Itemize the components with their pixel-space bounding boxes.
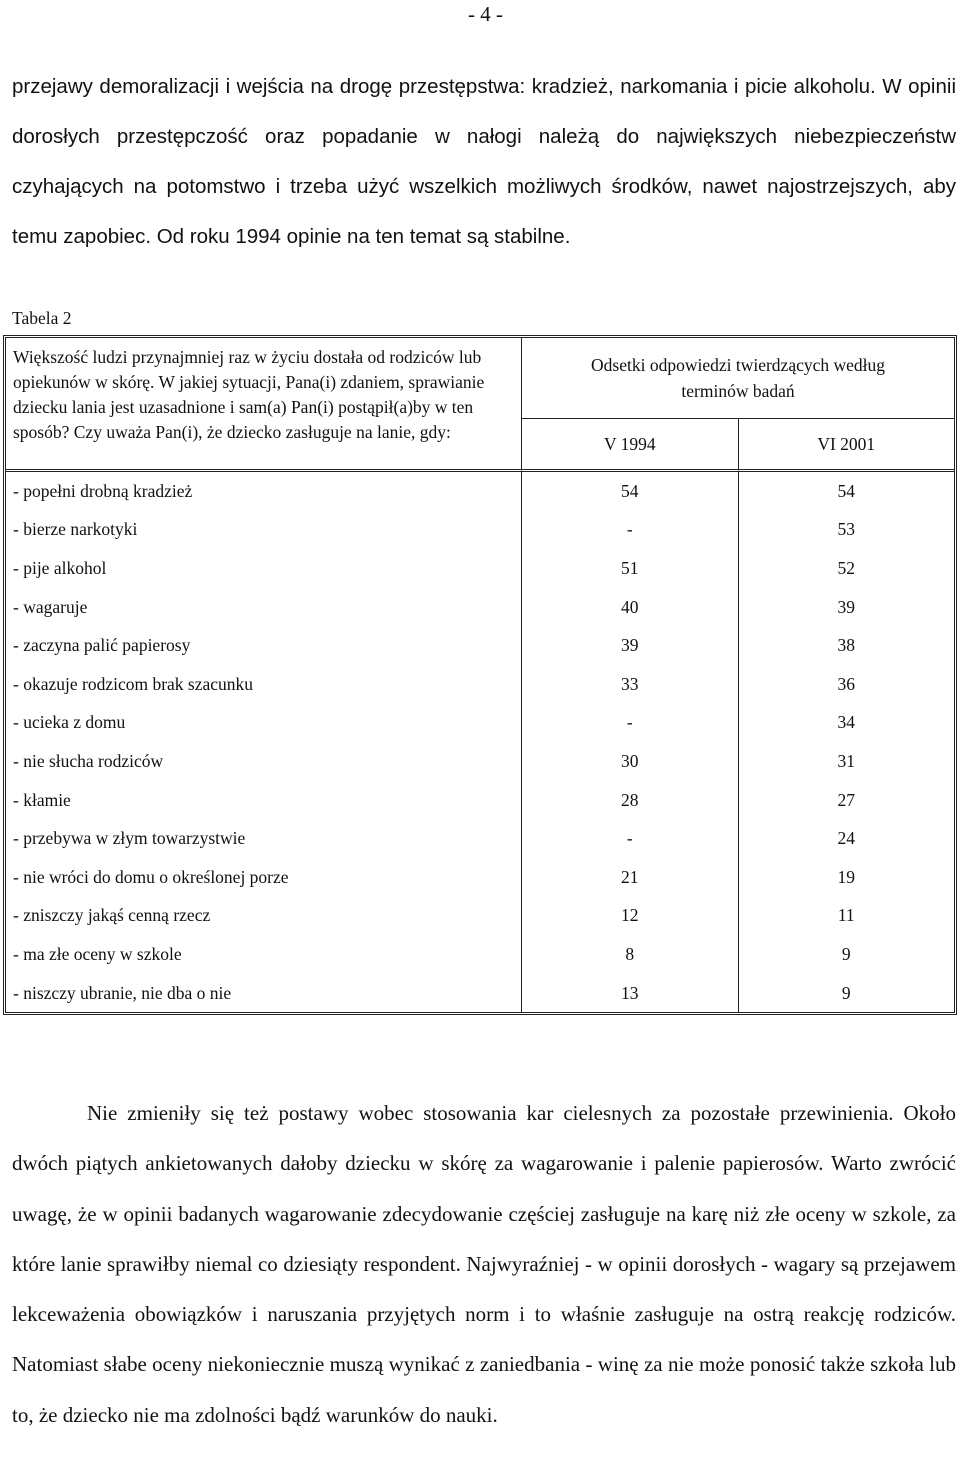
value-2001: 19 — [837, 866, 856, 887]
question-header: Większość ludzi przynajmniej raz w życiu dostała od rodziców lub opiekunów w skórę. W jakiej sytuacji, Pana(i) zdaniem, sprawianie dziecku lania jest uzasadnione i sam(a) Pan(i) postąpił(a)by w ten sposób? Czy uważa Pan(i), że dziecko zasługuje na lanie, gdy: — [6, 338, 522, 472]
value-2001: 54 — [837, 480, 856, 501]
table-row — [6, 549, 954, 588]
value-1994: 12 — [522, 897, 738, 936]
value-2001: 39 — [837, 596, 856, 617]
row-label: - bierze narkotyki — [6, 511, 522, 550]
value-1994: 51 — [522, 549, 738, 588]
row-label: - kłamie — [6, 781, 522, 820]
value-2001: 9 — [841, 982, 851, 1003]
page-number: - 4 - — [468, 2, 503, 26]
value-1994: 21 — [522, 858, 738, 897]
survey-table — [3, 335, 957, 1015]
table-body — [6, 472, 954, 1012]
table-row — [6, 858, 954, 897]
table-row — [6, 935, 954, 974]
row-label: - ucieka z domu — [6, 704, 522, 743]
column-header-2001: VI 2001 — [739, 419, 954, 472]
row-label: - wagaruje — [6, 588, 522, 627]
value-1994: 8 — [522, 935, 738, 974]
row-label: - niszczy ubranie, nie dba o nie — [6, 974, 522, 1013]
value-1994: 33 — [522, 665, 738, 704]
table-header — [6, 338, 954, 472]
value-1994: 40 — [522, 588, 738, 627]
table-row — [6, 742, 954, 781]
value-1994: 13 — [522, 974, 738, 1013]
table-row — [6, 511, 954, 550]
table-row — [6, 626, 954, 665]
value-2001: 9 — [841, 943, 851, 964]
row-label: - nie wróci do domu o określonej porze — [6, 858, 522, 897]
value-2001: 53 — [837, 519, 856, 540]
value-2001: 27 — [837, 789, 856, 810]
value-1994: 39 — [522, 626, 738, 665]
value-1994: 54 — [522, 472, 738, 511]
value-2001: 11 — [837, 905, 855, 926]
table-row — [6, 781, 954, 820]
row-label: - zniszczy jakąś cenną rzecz — [6, 897, 522, 936]
table-row — [6, 974, 954, 1013]
table-row — [6, 704, 954, 743]
table-row — [6, 897, 954, 936]
value-1994: - — [522, 819, 738, 858]
table-row — [6, 665, 954, 704]
row-label: - zaczyna palić papierosy — [6, 626, 522, 665]
row-label: - okazuje rodzicom brak szacunku — [6, 665, 522, 704]
table-row — [6, 588, 954, 627]
value-2001: 24 — [837, 828, 856, 849]
value-1994: 30 — [522, 742, 738, 781]
value-2001: 52 — [837, 557, 856, 578]
value-1994: 28 — [522, 781, 738, 820]
paragraph-intro: przejawy demoralizacji i wejścia na drogę przestępstwa: kradzież, narkomania i picie alkoholu. W opinii dorosłych przestępczość oraz popadanie w nałogi należą do największych niebezpieczeństw czyhających na potomstwo i trzeba użyć wszelkich możliwych środków, nawet najostrzejszych, aby temu zapobiec. Od roku 1994 opinie na ten temat są stabilne. — [12, 75, 956, 248]
table-row — [6, 819, 954, 858]
value-1994: - — [522, 511, 738, 550]
table-row — [6, 472, 954, 511]
value-2001: 34 — [837, 712, 856, 733]
paragraph-discussion: Nie zmieniły się też postawy wobec stosowania kar cielesnych za pozostałe przewinienia. Około dwóch piątych ankietowanych dałoby dziecku w skórę za wagarowanie i palenie papierosów. Warto zwrócić uwagę, że w opinii badanych wagarowanie zdecydowanie częściej zasługuje na karę niż złe oceny w szkole, za które lanie sprawiłby niemal co dziesiąty respondent. Najwyraźniej - w opinii dorosłych - wagary są przejawem lekceważenia obowiązków i naruszania przyjętych norm i to właśnie zasługuje na ostrą reakcję rodziców. Natomiast słabe oceny niekoniecznie muszą wynikać z zaniedbania - winę za nie może ponosić także szkoła lub to, że dziecko nie ma zdolności bądź warunków do nauki. — [12, 1101, 956, 1427]
group-header-text: Odsetki odpowiedzi twierdzących według terminów badań — [591, 355, 886, 401]
value-2001: 38 — [837, 635, 856, 656]
row-label: - pije alkohol — [6, 549, 522, 588]
row-label: - nie słucha rodziców — [6, 742, 522, 781]
row-label: - popełni drobną kradzież — [6, 472, 522, 511]
table-caption: Tabela 2 — [12, 308, 72, 328]
value-1994: - — [522, 704, 738, 743]
value-2001: 36 — [837, 673, 856, 694]
row-label: - ma złe oceny w szkole — [6, 935, 522, 974]
column-header-1994: V 1994 — [522, 419, 738, 472]
value-2001: 31 — [837, 750, 856, 771]
row-label: - przebywa w złym towarzystwie — [6, 819, 522, 858]
group-header — [522, 338, 954, 419]
